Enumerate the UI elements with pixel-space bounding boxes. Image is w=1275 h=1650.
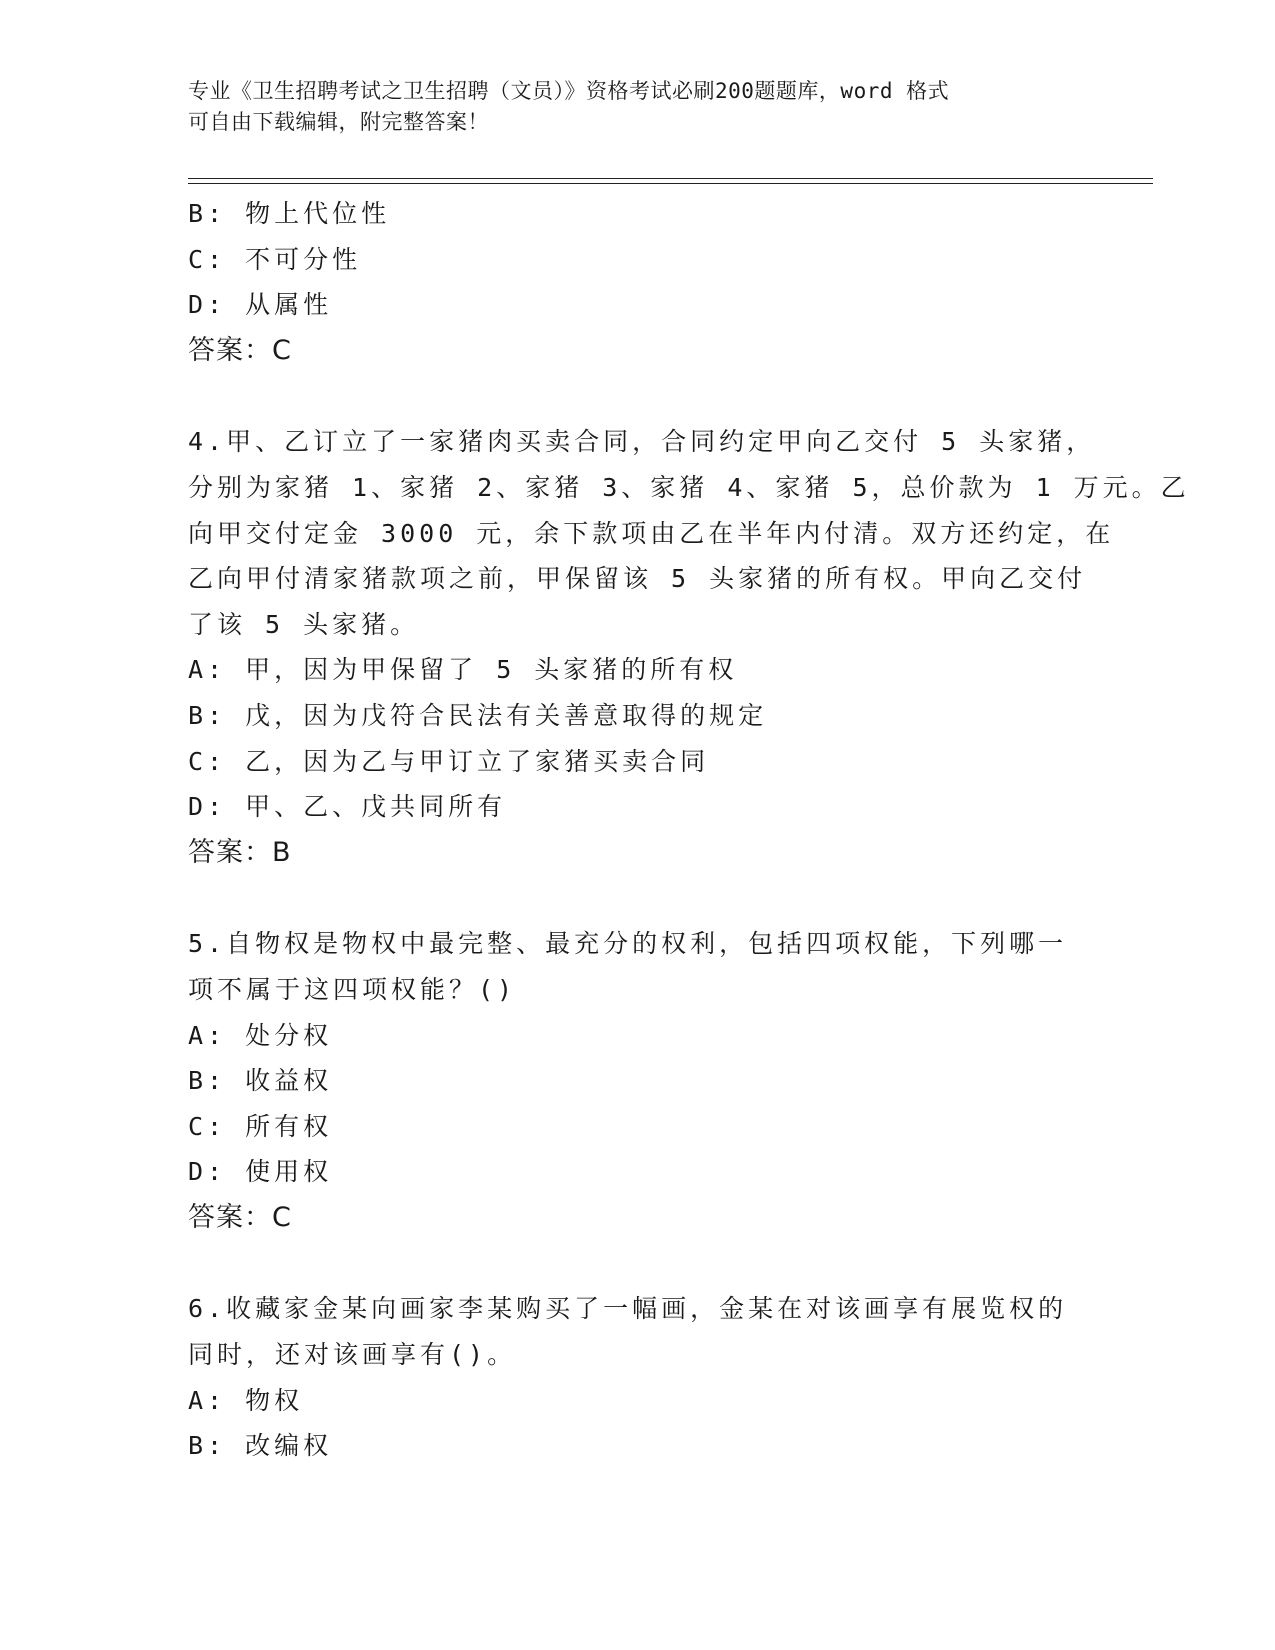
option-b: B: 收益权: [188, 1066, 333, 1096]
header-divider-bottom: [188, 183, 1153, 184]
option-a: A: 处分权: [188, 1020, 333, 1050]
option-d: D: 甲、乙、戊共同所有: [188, 792, 507, 822]
question-6: [188, 1286, 1088, 1468]
question-stem-line: 6.收藏家金某向画家李某购买了一幅画，金某在对该画享有展览权的: [188, 1294, 1068, 1324]
question-stem-line: 乙向甲付清家猪款项之前，甲保留该 5 头家猪的所有权。甲向乙交付: [188, 564, 1087, 594]
question-stem-line: 4.甲、乙订立了一家猪肉买卖合同，合同约定甲向乙交付 5 头家猪，: [188, 427, 1096, 457]
spacer: [188, 1240, 1088, 1286]
question-stem-line: 分别为家猪 1、家猪 2、家猪 3、家猪 4、家猪 5，总价款为 1 万元。乙: [188, 472, 1190, 502]
option-b: B: 物上代位性: [188, 199, 391, 228]
header-line-2: 可自由下载编辑，附完整答案！: [188, 110, 489, 134]
option-d: D: 使用权: [188, 1157, 333, 1187]
header-line-1: 专业《卫生招聘考试之卫生招聘（文员）》资格考试必刷200题题库，word 格式: [188, 79, 950, 103]
option-c: C: 乙，因为乙与甲订立了家猪买卖合同: [188, 746, 710, 776]
option-b: B: 改编权: [188, 1431, 333, 1461]
spacer: [188, 373, 1088, 419]
question-stem-line: 同时，还对该画享有()。: [188, 1340, 517, 1370]
question-stem-line: 项不属于这四项权能？(): [188, 974, 517, 1004]
option-a: A: 物权: [188, 1385, 304, 1415]
document-body: [188, 191, 1190, 1469]
option-a: A: 甲，因为甲保留了 5 头家猪的所有权: [188, 655, 738, 685]
option-c: C: 不可分性: [188, 244, 362, 274]
document-header: [188, 76, 1088, 138]
option-d: D: 从属性: [188, 290, 333, 320]
answer-line: 答案：C: [188, 1201, 292, 1233]
spacer: [188, 875, 1088, 921]
question-4: [188, 419, 1190, 875]
question-stem-line: 5.自物权是物权中最完整、最充分的权利，包括四项权能，下列哪一: [188, 929, 1068, 959]
question-stem-line: 了该 5 头家猪。: [188, 609, 420, 639]
option-c: C: 所有权: [188, 1111, 333, 1141]
option-b: B: 戊，因为戊符合民法有关善意取得的规定: [188, 700, 768, 730]
question-5: [188, 921, 1088, 1240]
question-3-tail: [188, 191, 1088, 373]
header-divider-top: [188, 178, 1153, 179]
answer-line: 答案：C: [188, 334, 292, 366]
answer-line: 答案：B: [188, 836, 292, 868]
question-stem-line: 向甲交付定金 3000 元，余下款项由乙在半年内付清。双方还约定，在: [188, 518, 1115, 548]
